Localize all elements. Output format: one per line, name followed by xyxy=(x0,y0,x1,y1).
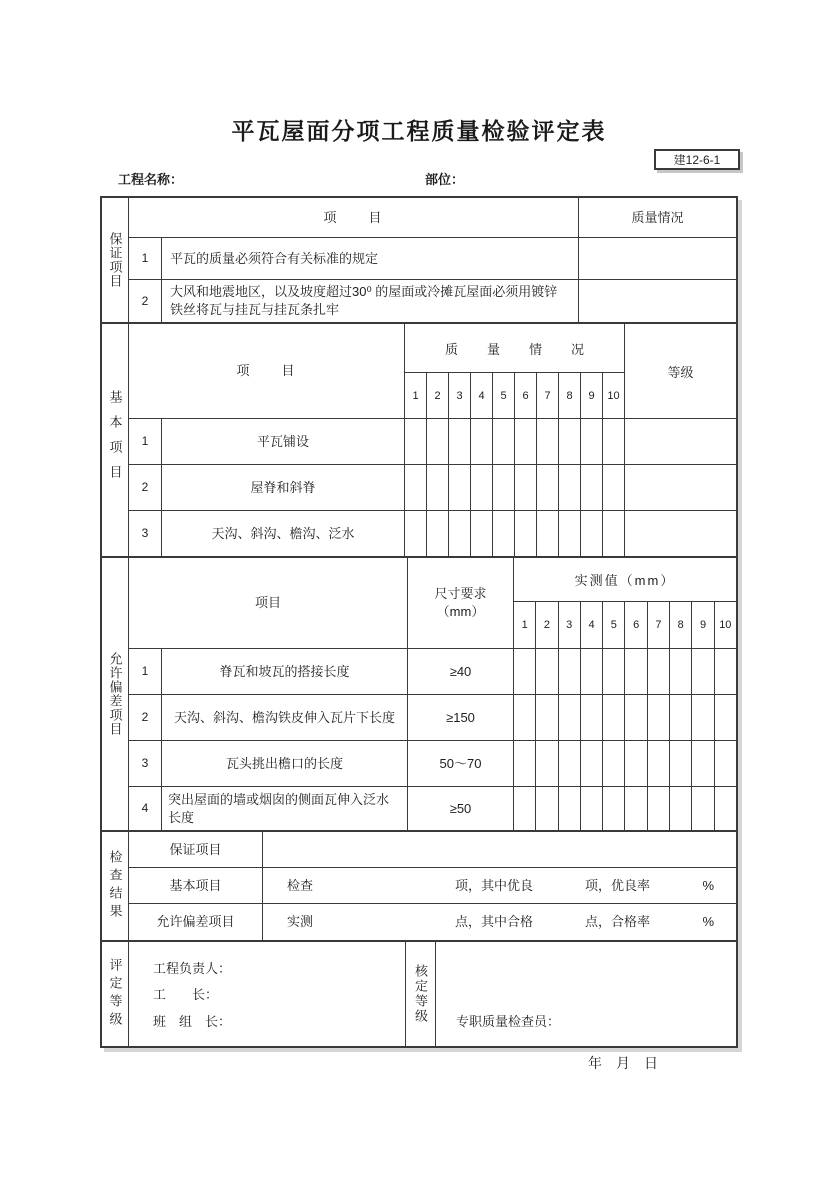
row-number: 1 xyxy=(129,419,162,464)
col-number: 3 xyxy=(449,373,471,418)
empty-measure-cell xyxy=(536,695,558,740)
deviation-row-2 xyxy=(129,695,736,741)
col-number: 2 xyxy=(536,602,558,648)
col-number: 4 xyxy=(581,602,603,648)
col-number: 8 xyxy=(670,602,692,648)
deviation-item-header: 项目 xyxy=(129,558,408,648)
empty-measure-cell xyxy=(559,649,581,694)
result-row-basic xyxy=(129,868,736,904)
basic-item-text: 屋脊和斜脊 xyxy=(162,465,405,510)
measured-grid xyxy=(514,787,736,830)
empty-measure-cell xyxy=(692,695,714,740)
basic-grade-header: 等级 xyxy=(667,364,694,380)
empty-measure-cell xyxy=(427,511,449,556)
result-text-percent: % xyxy=(702,877,714,893)
empty-measure-cell xyxy=(625,695,647,740)
foreman-label: 工 长： xyxy=(153,987,219,1003)
empty-measure-cell xyxy=(670,787,692,830)
measured-grid xyxy=(514,649,736,694)
col-number: 1 xyxy=(405,373,427,418)
empty-measure-cell xyxy=(559,465,581,510)
empty-measure-cell xyxy=(581,419,603,464)
deviation-item-text: 突出屋面的墙或烟囱的侧面瓦伸入泛水长度 xyxy=(162,787,408,830)
basic-row-3 xyxy=(129,511,736,556)
empty-measure-cell xyxy=(648,695,670,740)
measured-grid xyxy=(514,695,736,740)
empty-measure-cell xyxy=(449,419,471,464)
empty-measure-cell xyxy=(559,419,581,464)
guarantee-side-label: 保证项目 xyxy=(102,198,129,322)
empty-measure-cell xyxy=(603,465,624,510)
result-text-good-rate: 项，优良率 xyxy=(585,877,651,893)
empty-measure-cell xyxy=(514,741,536,786)
empty-measure-cell xyxy=(515,465,537,510)
empty-measure-cell xyxy=(493,465,515,510)
empty-measure-cell xyxy=(603,741,625,786)
verify-grade-cell xyxy=(436,942,736,1046)
result-text-points-pass: 点，其中合格 xyxy=(455,914,534,930)
page-title: 平瓦屋面分项工程质量检验评定表 xyxy=(231,118,607,144)
basic-item-text: 平瓦铺设 xyxy=(162,419,405,464)
empty-measure-cell xyxy=(536,787,558,830)
empty-measure-cell xyxy=(715,741,736,786)
empty-measure-cell xyxy=(692,787,714,830)
quality-grid xyxy=(405,465,625,510)
empty-measure-cell xyxy=(559,787,581,830)
empty-measure-cell xyxy=(537,419,559,464)
col-number: 6 xyxy=(625,602,647,648)
requirement-value: ≥40 xyxy=(408,649,514,694)
grade-cell xyxy=(625,419,736,464)
empty-measure-cell xyxy=(536,741,558,786)
empty-measure-cell xyxy=(670,649,692,694)
result-side-label: 检查结果 xyxy=(102,832,129,940)
empty-measure-cell xyxy=(559,695,581,740)
signature-block xyxy=(129,942,406,1046)
guarantee-item-header: 项 目 xyxy=(129,198,579,237)
col-number: 7 xyxy=(648,602,670,648)
deviation-item-text: 脊瓦和坡瓦的搭接长度 xyxy=(162,649,408,694)
grade-cell xyxy=(625,511,736,556)
result-row-deviation xyxy=(129,904,736,940)
empty-measure-cell xyxy=(715,787,736,830)
empty-measure-cell xyxy=(625,741,647,786)
basic-header-row xyxy=(129,324,736,419)
empty-measure-cell xyxy=(536,649,558,694)
basic-item-header: 项 目 xyxy=(129,324,405,418)
guarantee-row-2 xyxy=(129,280,736,322)
col-number: 8 xyxy=(559,373,581,418)
deviation-item-text: 瓦头挑出檐口的长度 xyxy=(162,741,408,786)
guarantee-item-text: 平瓦的质量必须符合有关标准的规定 xyxy=(162,238,579,279)
empty-measure-cell xyxy=(648,649,670,694)
guarantee-section xyxy=(102,198,736,324)
empty-measure-cell xyxy=(405,419,427,464)
empty-measure-cell xyxy=(493,419,515,464)
result-row-label: 允许偏差项目 xyxy=(129,904,263,940)
basic-quality-header: 质 量 情 况 xyxy=(405,324,624,373)
requirement-header-line2: （mm） xyxy=(436,604,485,619)
empty-measure-cell xyxy=(625,787,647,830)
project-manager-label: 工程负责人： xyxy=(153,960,232,976)
row-number: 2 xyxy=(129,465,162,510)
deviation-measured-header: 实测值（mm） xyxy=(514,558,736,602)
empty-measure-cell xyxy=(537,511,559,556)
quality-grid xyxy=(405,511,625,556)
empty-measure-cell xyxy=(515,419,537,464)
deviation-row-3 xyxy=(129,741,736,787)
row-number: 4 xyxy=(129,787,162,830)
col-number: 7 xyxy=(537,373,559,418)
empty-measure-cell xyxy=(581,787,603,830)
result-text-percent: % xyxy=(702,914,714,930)
date-line: 年 月 日 xyxy=(588,1055,658,1071)
guarantee-quality-header: 质量情况 xyxy=(631,209,684,225)
empty-measure-cell xyxy=(471,511,493,556)
col-number: 1 xyxy=(514,602,536,648)
guarantee-header-row xyxy=(129,198,736,238)
empty-measure-cell xyxy=(715,649,736,694)
empty-measure-cell xyxy=(603,787,625,830)
form-code-badge: 建12-6-1 xyxy=(654,149,740,170)
team-leader-label: 班 组 长： xyxy=(153,1014,232,1030)
empty-measure-cell xyxy=(471,419,493,464)
result-row-content xyxy=(263,868,736,903)
result-row-content xyxy=(263,904,736,940)
empty-measure-cell xyxy=(581,695,603,740)
deviation-column-numbers xyxy=(514,602,736,648)
basic-column-numbers xyxy=(405,373,624,418)
empty-measure-cell xyxy=(514,649,536,694)
empty-measure-cell xyxy=(449,465,471,510)
col-number: 2 xyxy=(427,373,449,418)
empty-measure-cell xyxy=(603,511,624,556)
deviation-section xyxy=(102,558,736,832)
empty-measure-cell xyxy=(603,649,625,694)
row-number: 1 xyxy=(129,649,162,694)
deviation-row-4 xyxy=(129,787,736,830)
empty-measure-cell xyxy=(581,465,603,510)
location-label: 部位： xyxy=(425,172,465,187)
empty-measure-cell xyxy=(692,649,714,694)
guarantee-item-text: 大风和地震地区，以及坡度超过30⁰ 的屋面或冷摊瓦屋面必须用镀锌铁丝将瓦与挂瓦与挂瓦条扎牢 xyxy=(162,280,579,322)
result-text-pass-rate: 点，合格率 xyxy=(585,914,651,930)
verify-grade-label: 核定等级 xyxy=(406,942,436,1046)
deviation-item-text: 天沟、斜沟、檐沟铁皮伸入瓦片下长度 xyxy=(162,695,408,740)
empty-measure-cell xyxy=(559,741,581,786)
grade-side-label: 评定等级 xyxy=(102,942,129,1046)
quality-status-cell xyxy=(579,280,736,322)
deviation-row-1 xyxy=(129,649,736,695)
result-text-items-good: 项，其中优良 xyxy=(455,877,534,893)
grade-section xyxy=(102,942,736,1046)
project-name-label: 工程名称： xyxy=(118,172,184,187)
result-text-check: 检查 xyxy=(287,877,314,893)
empty-measure-cell xyxy=(581,649,603,694)
col-number: 10 xyxy=(719,619,732,631)
row-number: 2 xyxy=(129,280,162,322)
empty-measure-cell xyxy=(514,695,536,740)
deviation-header-row xyxy=(129,558,736,649)
col-number: 9 xyxy=(692,602,714,648)
result-row-label: 基本项目 xyxy=(129,868,263,903)
col-number: 6 xyxy=(515,373,537,418)
requirement-header-line1: 尺寸要求 xyxy=(434,585,487,601)
deviation-side-label: 允许偏差项目 xyxy=(102,558,129,830)
col-number: 9 xyxy=(581,373,603,418)
row-number: 1 xyxy=(129,238,162,279)
row-number: 3 xyxy=(129,741,162,786)
empty-measure-cell xyxy=(670,695,692,740)
empty-measure-cell xyxy=(405,465,427,510)
row-number: 3 xyxy=(129,511,162,556)
basic-side-label: 基本项目 xyxy=(102,324,129,556)
measured-grid xyxy=(514,741,736,786)
empty-measure-cell xyxy=(515,511,537,556)
basic-row-1 xyxy=(129,419,736,465)
empty-measure-cell xyxy=(427,419,449,464)
requirement-value: ≥50 xyxy=(408,787,514,830)
result-section xyxy=(102,832,736,942)
empty-measure-cell xyxy=(648,741,670,786)
empty-measure-cell xyxy=(449,511,471,556)
empty-measure-cell xyxy=(537,465,559,510)
result-row-guarantee xyxy=(129,832,736,868)
inspector-label: 专职质量检查员： xyxy=(456,1014,561,1029)
empty-measure-cell xyxy=(493,511,515,556)
empty-measure-cell xyxy=(603,695,625,740)
empty-measure-cell xyxy=(581,511,603,556)
grade-cell xyxy=(625,465,736,510)
empty-measure-cell xyxy=(559,511,581,556)
quality-grid xyxy=(405,419,625,464)
col-number: 5 xyxy=(493,373,515,418)
empty-measure-cell xyxy=(405,511,427,556)
result-row-content xyxy=(263,832,736,867)
empty-measure-cell xyxy=(648,787,670,830)
basic-section xyxy=(102,324,736,558)
col-number: 3 xyxy=(559,602,581,648)
quality-status-cell xyxy=(579,238,736,279)
guarantee-row-1 xyxy=(129,238,736,280)
col-number: 10 xyxy=(607,389,620,402)
basic-row-2 xyxy=(129,465,736,511)
empty-measure-cell xyxy=(692,741,714,786)
col-number: 5 xyxy=(603,602,625,648)
basic-item-text: 天沟、斜沟、檐沟、泛水 xyxy=(162,511,405,556)
row-number: 2 xyxy=(129,695,162,740)
col-number: 4 xyxy=(471,373,493,418)
deviation-requirement-header xyxy=(408,558,514,648)
empty-measure-cell xyxy=(471,465,493,510)
empty-measure-cell xyxy=(625,649,647,694)
empty-measure-cell xyxy=(581,741,603,786)
empty-measure-cell xyxy=(603,419,624,464)
empty-measure-cell xyxy=(715,695,736,740)
empty-measure-cell xyxy=(670,741,692,786)
requirement-value: ≥150 xyxy=(408,695,514,740)
requirement-value: 50～70 xyxy=(408,741,514,786)
empty-measure-cell xyxy=(514,787,536,830)
result-text-measured: 实测 xyxy=(287,914,314,930)
empty-measure-cell xyxy=(427,465,449,510)
inspection-table xyxy=(100,196,738,1048)
result-row-label: 保证项目 xyxy=(129,832,263,867)
